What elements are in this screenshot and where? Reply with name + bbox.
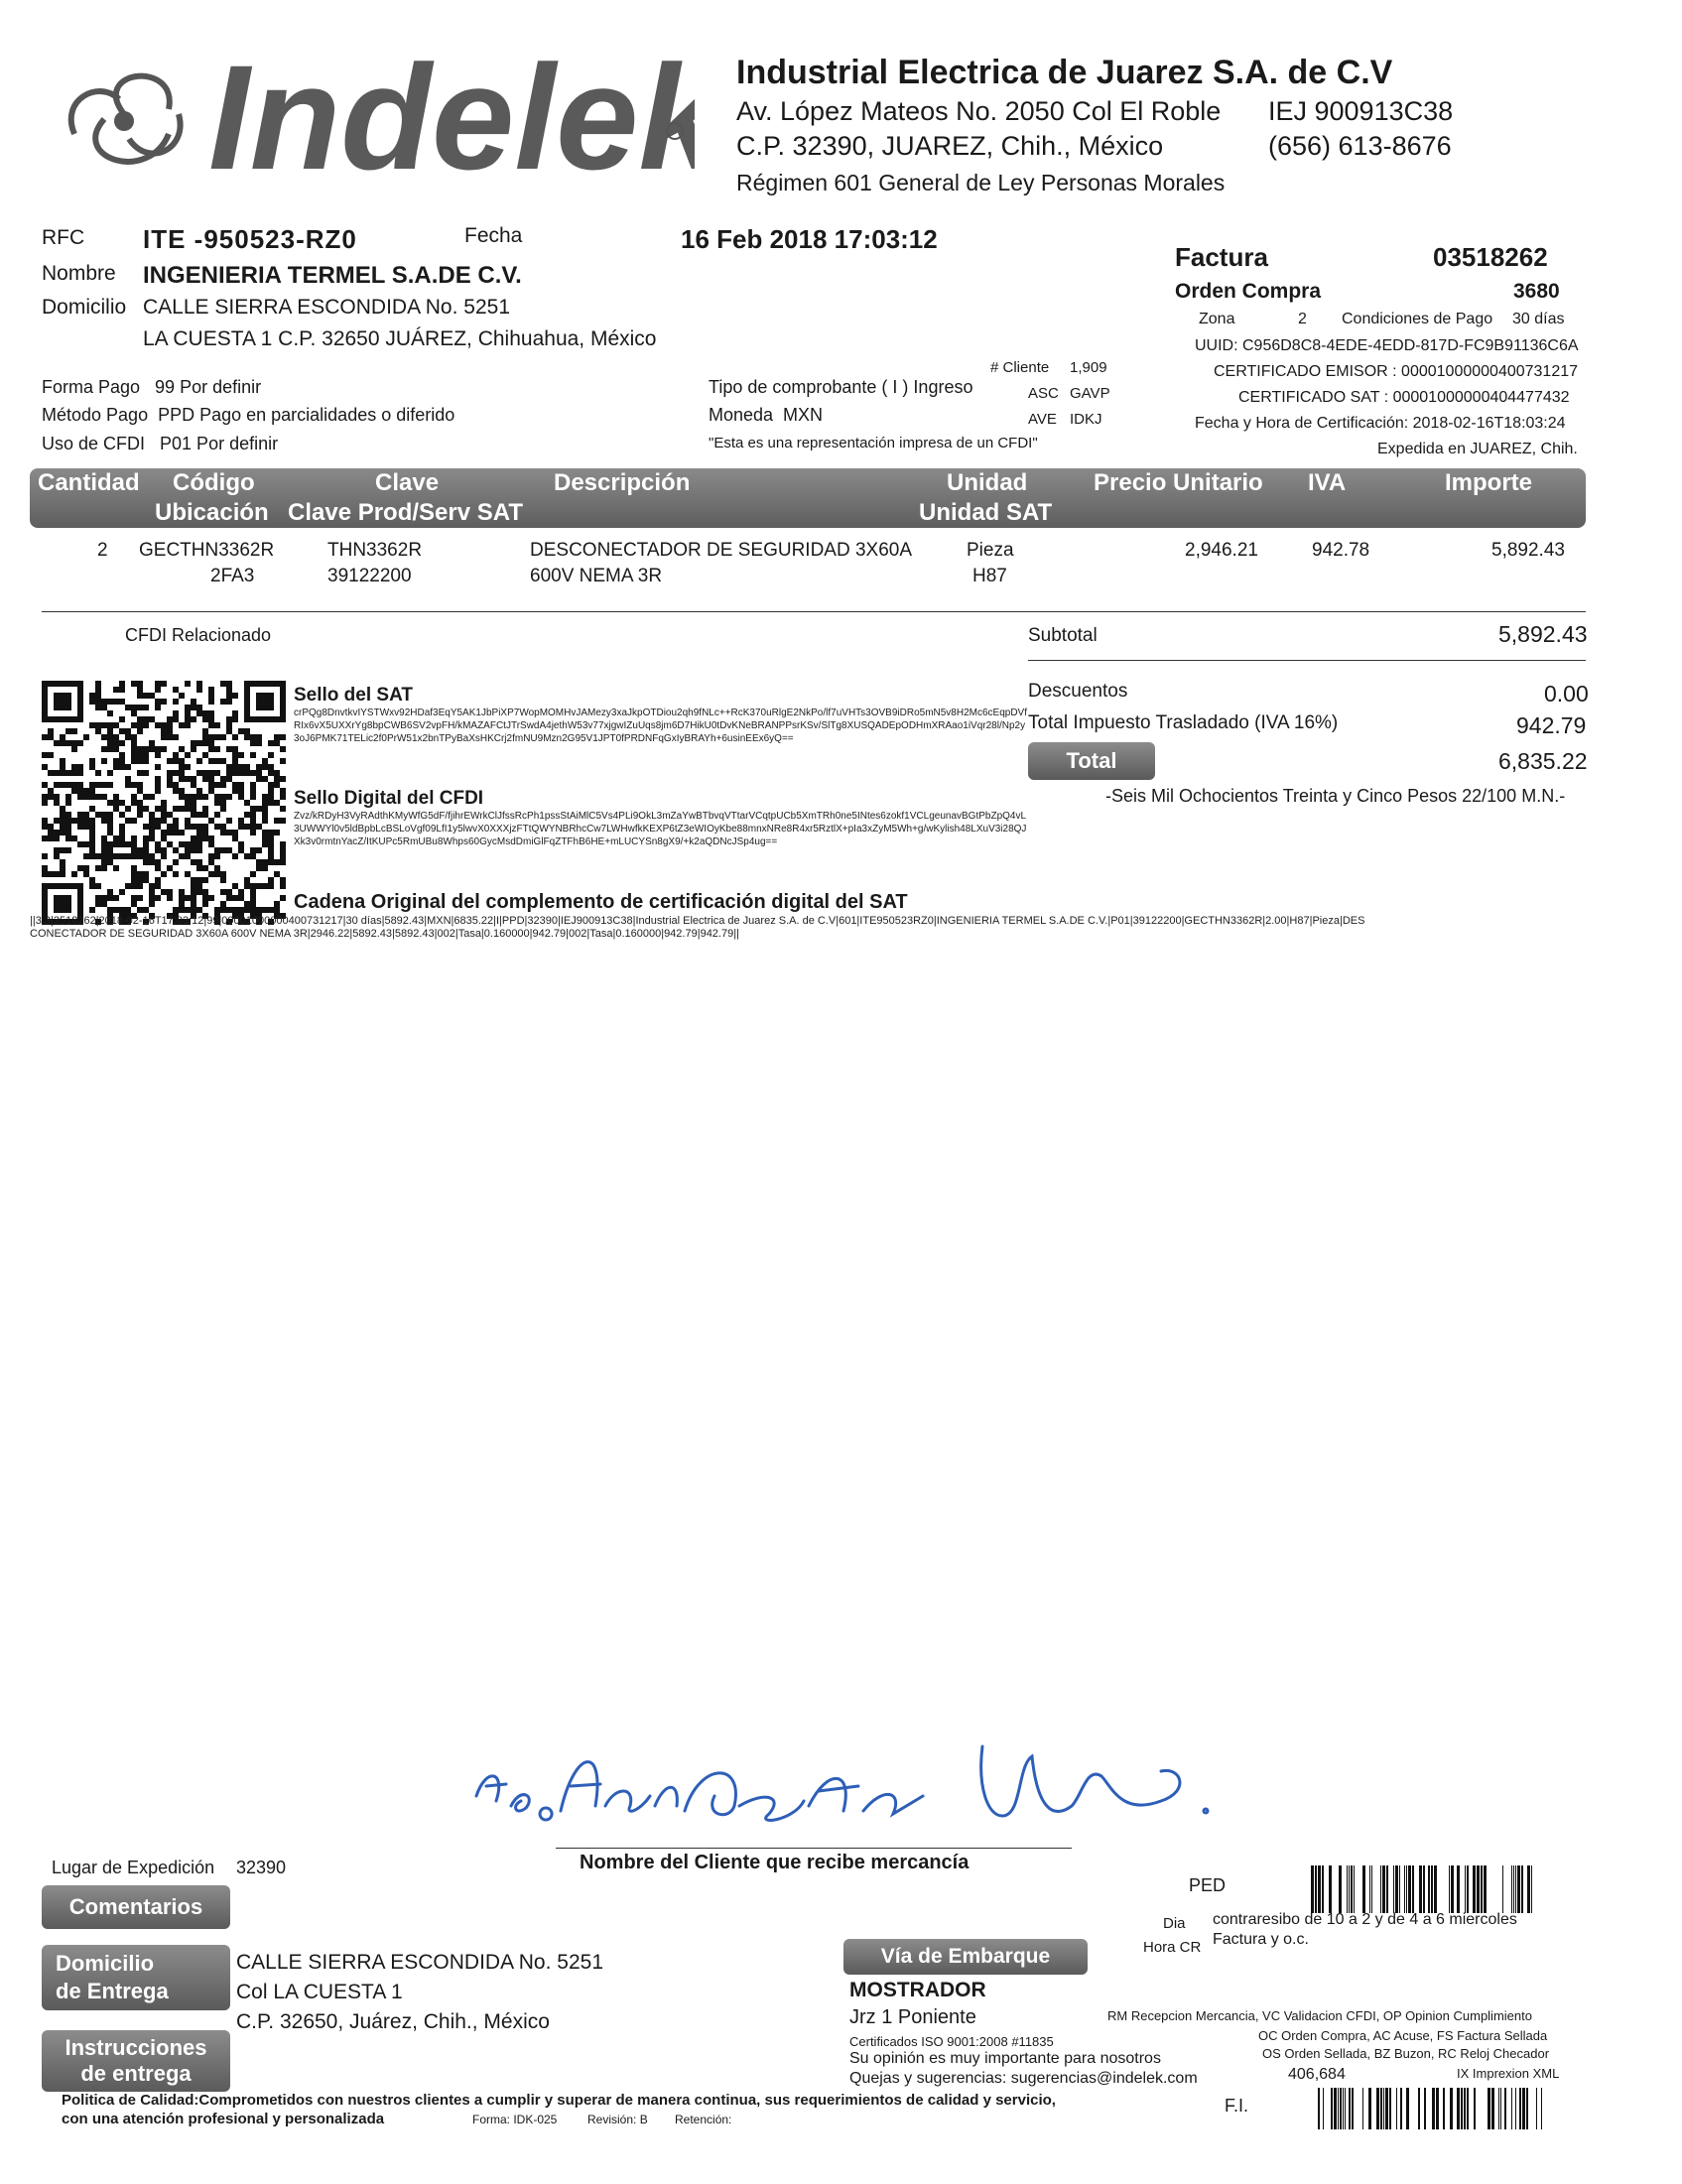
condiciones-label: Condiciones de Pago <box>1342 311 1493 327</box>
company-name: Industrial Electrica de Juarez S.A. de C.V <box>736 54 1393 91</box>
instrucciones-2: de entrega <box>80 2061 192 2086</box>
hora-label: Hora CR <box>1143 1939 1202 1956</box>
cliente-number: 1,909 <box>1070 359 1107 376</box>
company-phone: (656) 613-8676 <box>1268 131 1452 161</box>
company-address-2: C.P. 32390, JUAREZ, Chih., México <box>736 131 1164 161</box>
total-in-words: -Seis Mil Ochocientos Treinta y Cinco Pesos 22/100 M.N.- <box>1105 786 1566 806</box>
row-descripcion-2: 600V NEMA 3R <box>530 566 663 586</box>
metodo-pago: Método Pago PPD Pago en parcialidades o diferido <box>42 405 455 425</box>
dia-label: Dia <box>1163 1915 1186 1932</box>
lugar-value: 32390 <box>236 1858 287 1877</box>
domicilio-entrega-pill <box>42 1945 230 2010</box>
forma-code: Forma: IDK-025 <box>472 2113 558 2126</box>
handwritten-signature-icon <box>466 1727 1221 1846</box>
instrucciones-1: Instrucciones <box>65 2035 207 2060</box>
domicilio-entrega-1: Domicilio <box>56 1951 155 1976</box>
client-address-2: LA CUESTA 1 C.P. 32650 JUÁREZ, Chihuahua, México <box>143 327 657 350</box>
codes-line-2: OC Orden Compra, AC Acuse, FS Factura Sellada <box>1258 2028 1548 2043</box>
lugar-label: Lugar de Expedición <box>52 1858 215 1877</box>
via-embarque-value: MOSTRADOR <box>849 1979 986 2001</box>
signature <box>466 1727 1221 1846</box>
ped-label: PED <box>1189 1875 1227 1895</box>
client-rfc: ITE -950523-RZ0 <box>143 224 357 254</box>
company-logo <box>30 40 695 198</box>
codes-line-3: OS Orden Sellada, BZ Buzon, RC Reloj Checador <box>1262 2046 1550 2061</box>
row-importe: 5,892.43 <box>1491 540 1565 561</box>
company-regimen: Régimen 601 General de Ley Personas Morales <box>736 170 1226 195</box>
factura-number: 03518262 <box>1433 242 1548 272</box>
instrucciones-pill <box>42 2030 230 2092</box>
comentarios-pill: Comentarios <box>42 1885 230 1929</box>
revision: Revisión: B <box>587 2113 648 2126</box>
company-address-1: Av. López Mateos No. 2050 Col El Roble <box>736 96 1222 126</box>
barcode-bottom <box>1318 2088 1542 2129</box>
cfdi-note: "Esta es una representación impresa de un CFDI" <box>709 435 1038 451</box>
barcode-icon <box>1318 2088 1542 2129</box>
svg-text:Indelek: Indelek <box>208 40 695 198</box>
impuesto-label: Total Impuesto Trasladado (IVA 16%) <box>1028 712 1339 733</box>
cliente-label: # Cliente <box>990 359 1050 376</box>
col-unidad: Unidad <box>947 469 1028 496</box>
row-clave: THN3362R <box>327 540 423 561</box>
ave-label: AVE <box>1028 411 1057 428</box>
col-unidad-sat: Unidad SAT <box>919 499 1053 526</box>
ix-imprexion: IX Imprexion XML <box>1457 2066 1560 2081</box>
cert-sat: CERTIFICADO SAT : 00001000000404477432 <box>1238 389 1570 406</box>
col-importe: Importe <box>1445 469 1533 496</box>
orden-number: 3680 <box>1513 280 1560 303</box>
subtotal-divider <box>1028 660 1586 661</box>
row-ubicacion: 2FA3 <box>210 566 255 586</box>
sello-sat-title: Sello del SAT <box>294 685 414 706</box>
company-rfc: IEJ 900913C38 <box>1268 96 1454 126</box>
barcode-icon <box>1302 1865 1534 1913</box>
jrz-poniente: Jrz 1 Poniente <box>849 2006 976 2028</box>
qr-code <box>42 681 286 925</box>
asc-value: GAVP <box>1070 385 1110 402</box>
table-header <box>30 468 1586 528</box>
uso-cfdi: Uso de CFDI P01 Por definir <box>42 434 279 453</box>
subtotal-label: Subtotal <box>1028 625 1098 646</box>
row-unidad-sat: H87 <box>972 566 1007 586</box>
col-clave: Clave <box>375 469 440 496</box>
col-cantidad: Cantidad <box>38 469 140 496</box>
domicilio-entrega-2: de Entrega <box>56 1979 169 2003</box>
total-label-pill: Total <box>1028 742 1155 780</box>
col-precio: Precio Unitario <box>1094 469 1263 496</box>
entrega-line-1: CALLE SIERRA ESCONDIDA No. 5251 <box>236 1951 603 1974</box>
sello-cfdi-title: Sello Digital del CFDI <box>294 788 484 809</box>
entrega-line-3: C.P. 32650, Juárez, Chih., México <box>236 2010 550 2033</box>
retencion: Retención: <box>675 2113 732 2126</box>
row-iva: 942.78 <box>1312 540 1370 561</box>
descuentos-value: 0.00 <box>1544 681 1589 707</box>
via-embarque-pill: Vía de Embarque <box>843 1939 1088 1975</box>
row-clave-prod: 39122200 <box>327 566 412 586</box>
ave-value: IDKJ <box>1070 411 1102 428</box>
cert-iso: Certificados ISO 9001:2008 #11835 <box>849 2034 1054 2049</box>
factura-label: Factura <box>1175 242 1268 272</box>
cert-emisor: CERTIFICADO EMISOR : 00001000000400731217 <box>1214 363 1579 380</box>
fecha-label: Fecha <box>464 224 523 247</box>
col-descripcion: Descripción <box>554 469 691 496</box>
signature-line <box>556 1848 1072 1849</box>
forma-pago: Forma Pago 99 Por definir <box>42 377 262 397</box>
nombre-cliente-label: Nombre del Cliente que recibe mercancía <box>580 1852 970 1873</box>
sello-cfdi-text: Zvz/kRDyH3VyRAdthKMyWfG5dF/fjihrEWrkClJfssRcPh1pssStAiMlC5Vs4PLi9OkL3mZaYwBTbvqVTtarVCqtpUCb5XmTRh0ne5INtes6zokf1VCLgeunavBGtPbZpQ4vL3UWWYl0v5ldBpbLcBSLoVgf09LfI1y5lwvX0XXXjzFTtQWYNBRhcCw7LWHwfkKEXP6tZ3eWIOyKbe88mnxNRe8R4xr5RztlX+pIa3xZyM5Wh+g/wKylish48LXuV3i28QJXk3v0rmtnYacZ/ItKUPc5RmUBu8Whps60GycMsdDmiGlFqZTFhB6HE+mLUCYSn8gX9/+k2aQDNcJSp4ug== <box>294 811 1027 847</box>
condiciones-value: 30 días <box>1512 311 1565 327</box>
rfc-label: RFC <box>42 226 85 249</box>
col-clave-prod: Clave Prod/Serv SAT <box>288 499 523 526</box>
subtotal-value: 5,892.43 <box>1498 621 1588 647</box>
expedida: Expedida en JUAREZ, Chih. <box>1377 441 1578 457</box>
contrarecibo: contraresibo de 10 a 2 y de 4 a 6 miercoles <box>1213 1911 1517 1928</box>
sello-sat-text: crPQg8DnvtkvIYSTWxv92HDaf3EqY5AK1JbPiXP7WopMOMHvJAMezy3xaJkpOTDiou2qh9fNLc++RcK370uRlgE2NkPo/lf7uVHTs3OVB9iDRo5mN5v8H2Mc6cEqpDVfRIx6vX5UXXrYg8bpCWB6SV2vpFH/kMAZAFCtJTrSwdA4jethW53v77xjgwIZuUqs8jm6D7HikU0tDvKNeBRANPPsrKSv/SlTg8XUSQADEpODHmXRAao1iVqr28l/Np2y3oJ6PMK71TELic2f0PrW51x2bnTPyBaXsHKCrj2fmNU9Mzn2G95V1JPT0fPRDNFqGxIyBRAYh+6usinEEx6yQ== <box>294 707 1028 744</box>
fecha-cert: Fecha y Hora de Certificación: 2018-02-16T18:03:24 <box>1195 415 1566 432</box>
codes-line-1: RM Recepcion Mercancia, VC Validacion CFDI, OP Opinion Cumplimiento <box>1107 2008 1532 2023</box>
cadena-title: Cadena Original del complemento de certificación digital del SAT <box>294 891 908 913</box>
cfdi-relacionado: CFDI Relacionado <box>125 625 272 645</box>
folio-number: 406,684 <box>1288 2066 1346 2083</box>
client-name: INGENIERIA TERMEL S.A.DE C.V. <box>143 262 522 289</box>
politica-line-2: con una atención profesional y personalizada <box>62 2111 385 2127</box>
uuid: UUID: C956D8C8-4EDE-4EDD-817D-FC9B91136C6A <box>1195 337 1579 354</box>
domicilio-label: Domicilio <box>42 296 127 319</box>
row-codigo: GECTHN3362R <box>139 540 275 561</box>
nombre-label: Nombre <box>42 262 116 285</box>
col-codigo: Código <box>173 469 255 496</box>
politica-line-1: Politica de Calidad:Comprometidos con nuestros clientes a cumplir y superar de manera continua, sus requerimientos de calidad y servicio, <box>62 2092 1056 2109</box>
tipo-comprobante: Tipo de comprobante ( I ) Ingreso <box>709 377 973 397</box>
row-descripcion-1: DESCONECTADOR DE SEGURIDAD 3X60A <box>530 540 913 561</box>
client-address-1: CALLE SIERRA ESCONDIDA No. 5251 <box>143 296 510 319</box>
orden-label: Orden Compra <box>1175 280 1322 303</box>
row-unidad: Pieza <box>967 540 1014 561</box>
col-iva: IVA <box>1308 469 1347 496</box>
descuentos-label: Descuentos <box>1028 681 1128 702</box>
col-ubicacion: Ubicación <box>155 499 269 526</box>
impuesto-value: 942.79 <box>1516 712 1587 738</box>
asc-label: ASC <box>1028 385 1059 402</box>
row-cantidad: 2 <box>97 540 108 561</box>
cadena-text: ||3.3|3518262|2018-02-16T17:03:12|99|00001000000400731217|30 días|5892.43|MXN|6835.22|I|PPD|32390|IEJ900913C38|Industrial Electrica de Juarez S.A. de C.V|601|ITE950523RZ0|INGENIERIA TERMEL S.A.DE C.V.|P01|39122200|GECTHN3362R|2.00|H87|Pieza|DESCONECTADOR DE SEGURIDAD 3X60A 600V NEMA 3R|2946.22|5892.43|5892.43|002|Tasa|0.160000|942.79|002|Tasa|0.160000|942.79|942.79|| <box>30 915 1365 940</box>
invoice-date: 16 Feb 2018 17:03:12 <box>681 224 938 254</box>
table-divider <box>42 611 1586 612</box>
factura-oc: Factura y o.c. <box>1213 1931 1309 1948</box>
zona-value: 2 <box>1298 311 1307 327</box>
barcode-top <box>1302 1865 1534 1913</box>
row-precio: 2,946.21 <box>1185 540 1258 561</box>
fi-label: F.I. <box>1225 2096 1249 2116</box>
quejas: Quejas y sugerencias: sugerencias@indelek.com <box>849 2070 1198 2087</box>
total-value: 6,835.22 <box>1498 748 1588 774</box>
qr-code-icon <box>42 681 286 925</box>
opinion: Su opinión es muy importante para nosotros <box>849 2050 1161 2067</box>
entrega-line-2: Col LA CUESTA 1 <box>236 1981 403 2003</box>
logo-swirl-icon <box>30 40 695 198</box>
moneda: Moneda MXN <box>709 405 824 425</box>
zona-label: Zona <box>1199 311 1235 327</box>
